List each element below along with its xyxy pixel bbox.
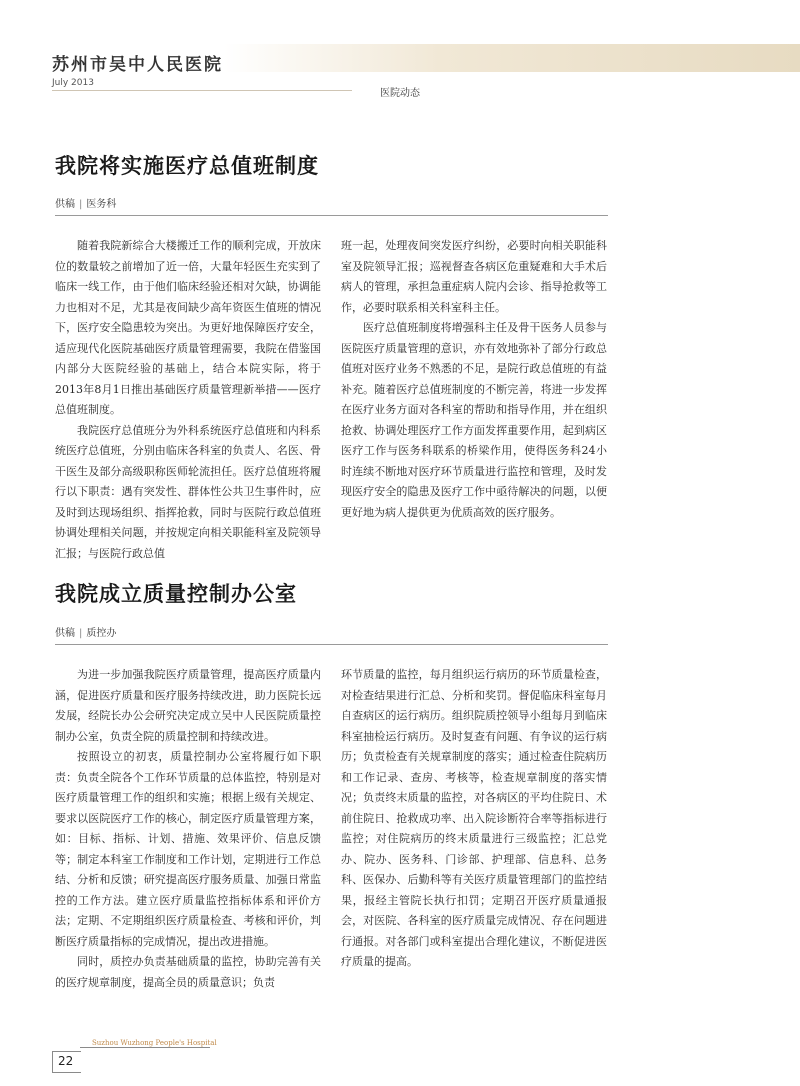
header-rule — [52, 90, 352, 91]
paragraph: 随着我院新综合大楼搬迁工作的顺利完成，开放床位的数量较之前增加了近一倍，大量年轻医生充实到了临床一线工作，由于他们临床经验还相对欠缺，协调能力也相对不足，尤其是夜间缺少高年资医生值班的情况下，医疗安全隐患较为突出。为更好地保障医疗安全，适应现代化医院基础医疗质量管理需要，我院在借鉴国内部分大医院经验的基础上，结合本院实际，将于2013年8月1日推出基础医疗质量管理新举措——医疗总值班制度。 — [55, 239, 321, 416]
paragraph: 为进一步加强我院医疗质量管理，提高医疗质量内涵，促进医疗质量和医疗服务持续改进，助力医院长远发展，经院长办公会研究决定成立吴中人民医院质量控制办公室，负责全院的质量控制和持续改进。 — [55, 668, 321, 743]
section-label: 医院动态 — [380, 88, 420, 99]
paragraph: 环节质量的监控，每月组织运行病历的环节质量检查，对检查结果进行汇总、分析和奖罚。督促临床科室每月自查病区的运行病历。组织院质控领导小组每月到临床科室抽检运行病历。及时复查有问题、有争议的运行病历；负责检查有关规章制度的落实；通过检查住院病历和工作记录、查房、考核等，检查规章制度的落实情况；负责终末质量的监控，对各病区的平均住院日、术前住院日、抢救成功率、出入院诊断符合率等指标进行监控；对住院病历的终末质量进行三级监控；汇总党办、院办、医务科、门诊部、护理部、信息科、总务科、医保办、后勤科等有关医疗质量管理部门的监控结果，报经主管院长执行扣罚；定期召开医疗质量通报会，对医院、各科室的医疗质量完成情况、存在问题进行通报。对各部门或科室提出合理化建议，不断促进医疗质量的提高。 — [341, 668, 607, 968]
footer-rule — [80, 1047, 210, 1048]
article-2-right-column — [341, 665, 607, 973]
footer-hospital-name: Suzhou Wuzhong People's Hospital — [92, 1039, 217, 1047]
byline-prefix: 供稿 — [55, 628, 75, 639]
byline-prefix: 供稿 — [55, 199, 75, 210]
journal-title: 苏州市吴中人民医院 — [52, 55, 223, 75]
paragraph: 医疗总值班制度将增强科主任及骨干医务人员参与医院医疗质量管理的意识，亦有效地弥补了部分行政总值班对医疗业务不熟悉的不足，是院行政总值班的有益补充。随着医疗总值班制度的不断完善，将进一步发挥在医疗业务方面对各科室的帮助和指导作用，并在组织抢救、协调处理医疗工作方面发挥重要作用，起到病区医疗工作与医务科联系的桥梁作用，使得医务科24小时连续不断地对医疗环节质量进行监控和管理，及时发现医疗安全的隐患及医疗工作中亟待解决的问题，以便更好地为病人提供更为优质高效的医疗服务。 — [341, 321, 607, 519]
article-rule — [55, 215, 608, 216]
article-title-qc-office: 我院成立质量控制办公室 — [55, 582, 297, 606]
paragraph: 班一起，处理夜间突发医疗纠纷，必要时向相关职能科室及院领导汇报；巡视督查各病区危重疑难和大手术后病人的管理，承担急重症病人院内会诊、指导抢救等工作，必要时联系相关科室科主任。 — [341, 239, 607, 314]
article-title-duty-system: 我院将实施医疗总值班制度 — [55, 154, 319, 178]
article-byline — [55, 195, 116, 210]
article-rule — [55, 644, 608, 645]
page-number: 22 — [58, 1054, 74, 1068]
byline-separator: | — [79, 199, 83, 210]
issue-date: July 2013 — [52, 78, 94, 88]
article-byline — [55, 624, 116, 639]
byline-department: 质控办 — [86, 628, 117, 639]
article-1-right-column — [341, 236, 607, 523]
byline-separator: | — [79, 628, 83, 639]
paragraph: 我院医疗总值班分为外科系统医疗总值班和内科系统医疗总值班，分别由临床各科室的负责人、名医、骨干医生及部分高级职称医师轮流担任。医疗总值班将履行以下职责：遇有突发性、群体性公共卫生事件时，应及时到达现场组织、指挥抢救，同时与医院行政总值班协调处理相关问题，并按规定向相关职能科室及院领导汇报；与医院行政总值 — [55, 423, 321, 560]
article-1-left-column — [55, 236, 321, 564]
byline-department: 医务科 — [86, 199, 117, 210]
paragraph: 按照设立的初衷，质量控制办公室将履行如下职责：负责全院各个工作环节质量的总体监控，特别是对医疗质量管理工作的组织和实施；根据上级有关规定、要求以医院医疗工作的核心，制定医疗质量管理方案，如：目标、指标、计划、措施、效果评价、信息反馈等；制定本科室工作制度和工作计划，定期进行工作总结、分析和反馈；研究提高医疗服务质量、加强日常监控的工作方法。建立医疗质量监控指标体系和评价方法；定期、不定期组织医疗质量检查、考核和评价，判断医疗质量指标的完成情况，提出改进措施。 — [55, 750, 321, 948]
paragraph: 同时，质控办负责基础质量的监控，协助完善有关的医疗规章制度，提高全员的质量意识；负责 — [55, 955, 321, 989]
article-2-left-column — [55, 665, 321, 993]
